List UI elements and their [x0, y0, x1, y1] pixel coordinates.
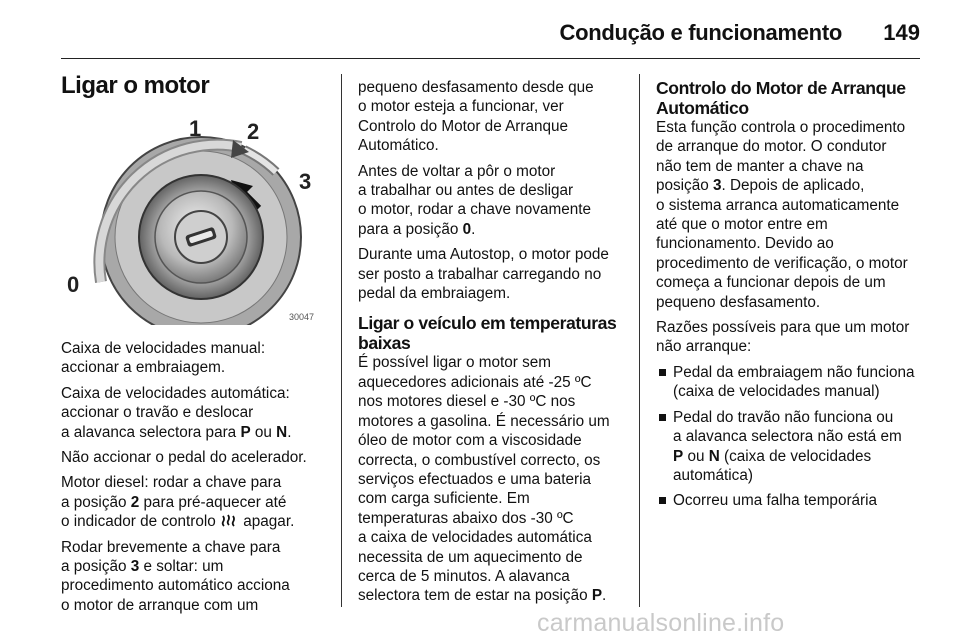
- ignition-switch-illustration: [61, 112, 323, 325]
- paragraph-restart: Antes de voltar a pôr o motor a trabalhar ou antes de desligar o motor, rodar a chave novamente para a posição 0.: [358, 162, 591, 238]
- watermark: carmanualsonline.info: [537, 609, 785, 637]
- column-3-text: [656, 78, 931, 517]
- subtitle-low-temperatures: Ligar o veículo em temperaturas baixas: [358, 313, 617, 354]
- paragraph-automatic-gearbox: Caixa de velocidades automática: accionar o travão e deslocar a alavanca selectora para P ou N.: [61, 384, 292, 441]
- column-1-text: [61, 339, 336, 621]
- column-divider-left: [341, 74, 342, 607]
- list-item: Ocorreu uma falha temporária: [656, 491, 931, 510]
- bullet-icon: [659, 414, 666, 421]
- section-title: Ligar o motor: [61, 72, 210, 99]
- bullet-icon: [659, 369, 666, 376]
- position-label-0: 0: [67, 272, 80, 297]
- subtitle-automatic-starter: Controlo do Motor de Arranque Automático: [656, 78, 906, 118]
- paragraph-starter-control: Esta função controla o procedimento de arranque do motor. O condutor não tem de manter a chave na posição 3. Depois de aplicado, o sistema arranca automaticamente até que o motor entre em funcionamento. Devido ao procedimento de verificação, o motor começa a funcionar depois de um pequeno desfasamento.: [656, 119, 908, 311]
- column-2-text: [358, 78, 633, 612]
- bullet-icon: [659, 497, 666, 504]
- list-item: Pedal do travão não funciona ou a alavanca selectora não está em P ou N (caixa de velocidades automática): [656, 408, 931, 486]
- paragraph-diesel: Motor diesel: rodar a chave para a posição 2 para pré-aquecer até o indicador de controlo apagar.: [61, 474, 295, 531]
- position-label-2: 2: [247, 119, 260, 144]
- position-label-3: 3: [299, 169, 312, 194]
- paragraph-low-temperatures: É possível ligar o motor sem aquecedores adicionais até -25 ºC nos motores diesel e -30 ºC nos motores a gasolina. É necessário um óleo de motor com a viscosidade correcta, o combustível correcto, os serviços efectuados e uma bateria com carga suficiente. Em temperaturas abaixo dos -30 ºC a caixa de velocidades automática necessita de um aquecimento de cerca de 5 minutos. A alavanca selectora tem de estar na posição P.: [358, 354, 610, 605]
- page-header: [0, 0, 960, 60]
- paragraph-accelerator: Não accionar o pedal do acelerador.: [61, 449, 307, 467]
- column-divider-right: [639, 74, 640, 607]
- list-item: Pedal da embraiagem não funciona (caixa de velocidades manual): [656, 363, 931, 402]
- header-title: Condução e funcionamento: [559, 20, 842, 45]
- glow-plug-icon: [221, 514, 238, 528]
- figure-id: 30047: [289, 312, 315, 322]
- page-number: 149: [883, 20, 920, 45]
- paragraph-start-briefly: Rodar brevemente a chave para a posição 3 e soltar: um procedimento automático acciona o motor de arranque com um: [61, 538, 290, 614]
- paragraph-autostop: Durante uma Autostop, o motor pode ser posto a trabalhar carregando no pedal da embraiagem.: [358, 246, 609, 303]
- paragraph-possible-reasons: Razões possíveis para que um motor não arranque:: [656, 319, 910, 356]
- position-label-1: 1: [189, 116, 202, 141]
- reasons-list: [656, 363, 931, 511]
- paragraph-continuation: pequeno desfasamento desde que o motor esteja a funcionar, ver Controlo do Motor de Arranque Automático.: [358, 79, 594, 155]
- ignition-key-figure: [61, 112, 323, 325]
- header-divider: [61, 58, 920, 59]
- paragraph-manual-gearbox: Caixa de velocidades manual: accionar a embraiagem.: [61, 340, 266, 377]
